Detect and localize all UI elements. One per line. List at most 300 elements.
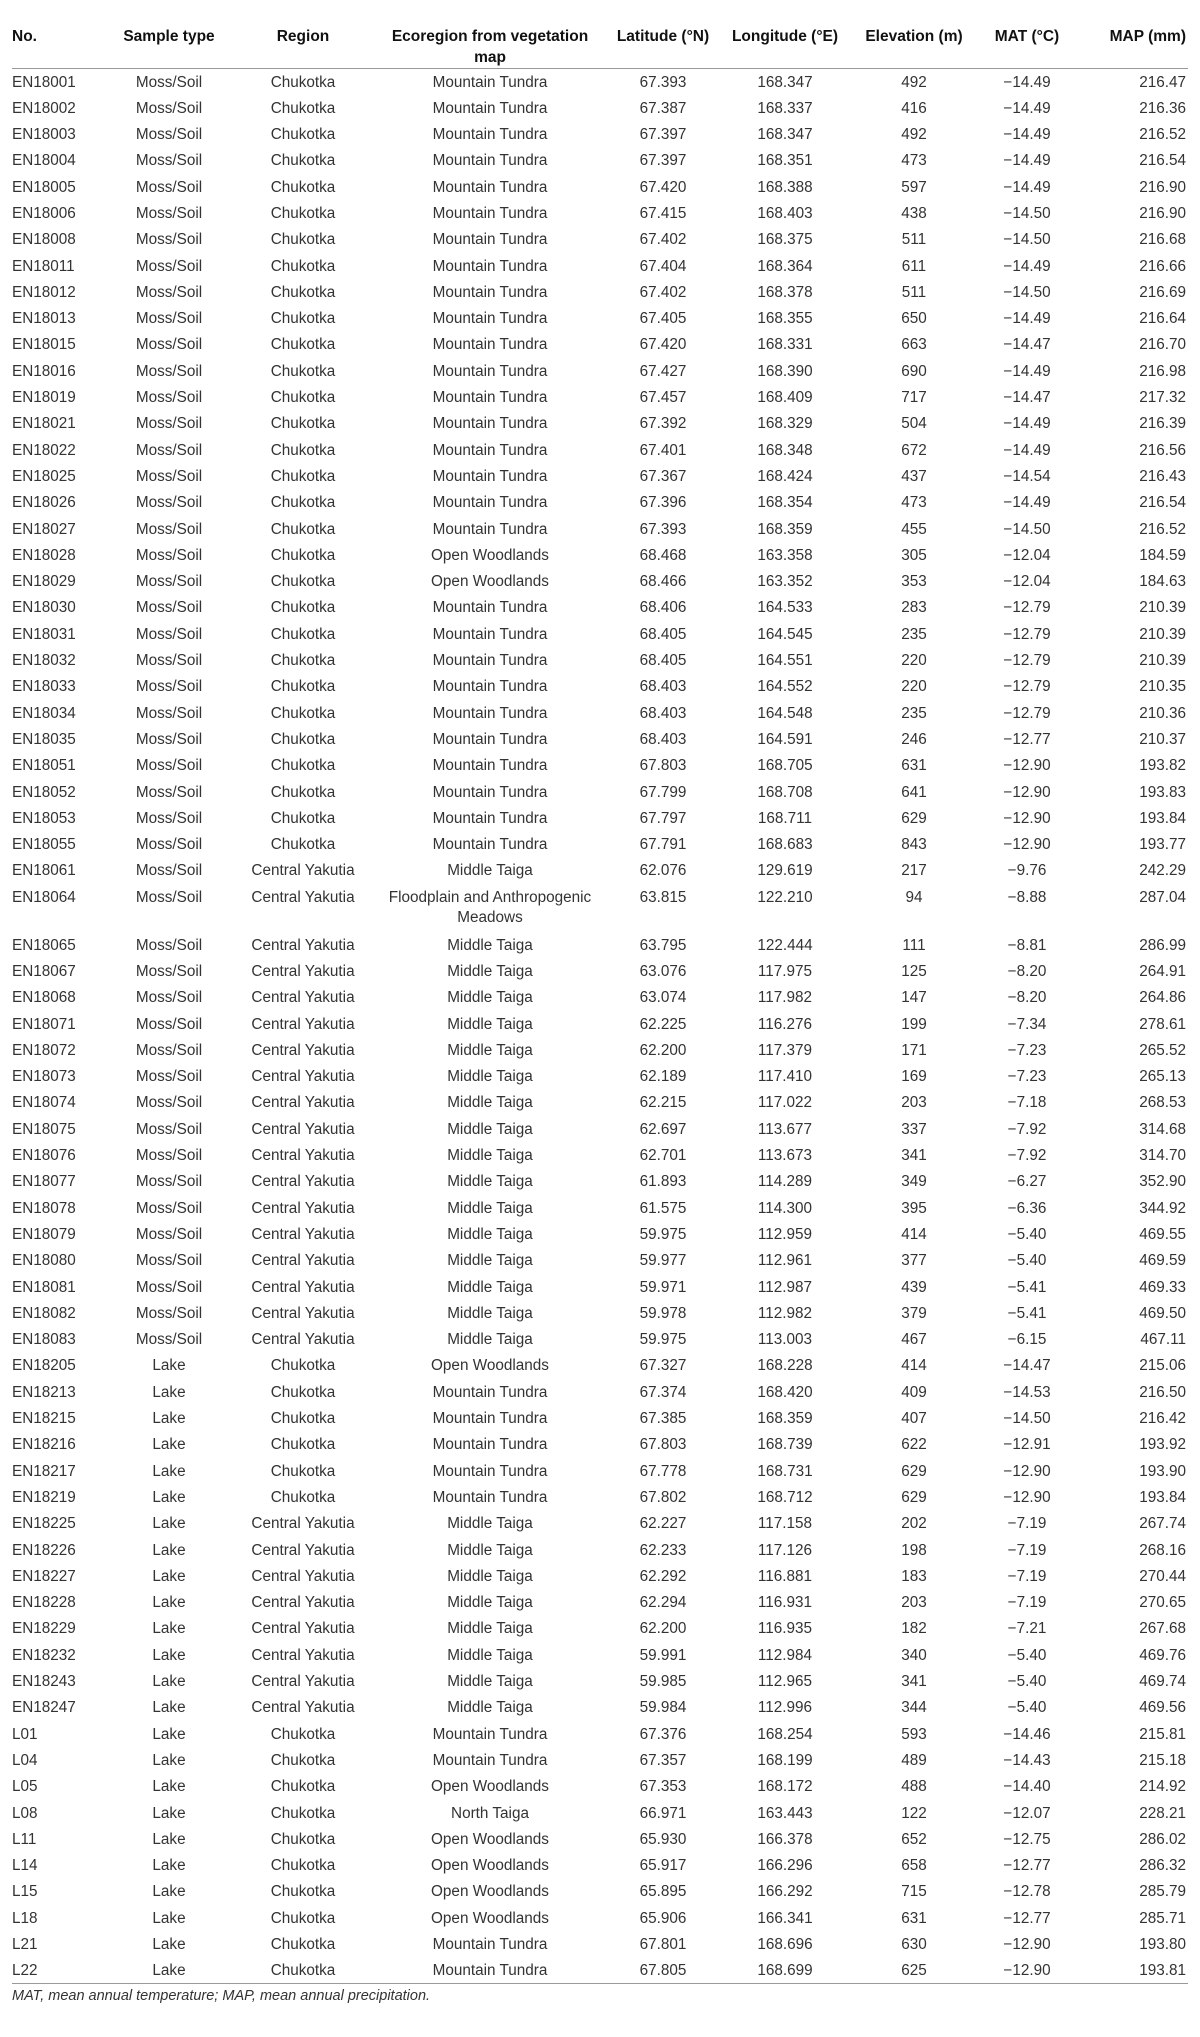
cell-elevation: 672 [901,441,927,459]
table-row [12,1931,1188,1957]
cell-region: Chukotka [270,126,336,144]
table-row [12,437,1188,463]
cell-mat: −7.19 [1007,1567,1047,1585]
cell-elevation: 183 [901,1567,927,1585]
table-row [12,1668,1188,1694]
cell-longitude: 163.352 [757,573,813,591]
cell-longitude: 168.731 [757,1462,813,1480]
cell-map: 216.64 [1139,310,1186,328]
cell-sample-type: Moss/Soil [135,652,203,670]
cell-no: EN18016 [12,362,76,380]
cell-ecoregion: Mountain Tundra [432,809,548,827]
cell-region: Chukotka [270,704,336,722]
cell-elevation: 379 [901,1304,927,1322]
cell-elevation: 395 [901,1199,927,1217]
cell-mat: −7.23 [1007,1041,1047,1059]
cell-map: 216.90 [1139,178,1186,196]
cell-longitude: 168.375 [757,231,813,249]
cell-ecoregion: Middle Taiga [447,1173,533,1191]
cell-region: Chukotka [270,573,336,591]
cell-sample-type: Moss/Soil [135,1094,203,1112]
cell-map: 216.42 [1139,1410,1186,1428]
cell-elevation: 437 [901,467,927,485]
cell-no: EN18219 [12,1488,76,1506]
cell-region: Chukotka [270,362,336,380]
cell-no: L21 [12,1935,38,1953]
table-row [12,805,1188,831]
cell-map: 216.69 [1139,283,1186,301]
table-row [12,489,1188,515]
table-row [12,253,1188,279]
cell-no: EN18076 [12,1147,76,1165]
cell-latitude: 67.802 [639,1488,687,1506]
cell-mat: −12.07 [1003,1804,1051,1822]
table-row [12,1195,1188,1221]
cell-region: Central Yakutia [251,1646,355,1664]
cell-elevation: 305 [901,546,927,564]
cell-ecoregion: Middle Taiga [447,1041,533,1059]
cell-longitude: 166.341 [757,1909,813,1927]
cell-latitude: 59.971 [639,1278,687,1296]
cell-map: 216.66 [1139,257,1186,275]
cell-no: EN18026 [12,494,76,512]
cell-sample-type: Moss/Soil [135,546,203,564]
cell-sample-type: Lake [152,1778,186,1796]
cell-elevation: 171 [901,1041,927,1059]
cell-mat: −14.47 [1003,389,1051,407]
cell-longitude: 117.975 [757,963,813,980]
cell-no: EN18082 [12,1304,76,1322]
cell-mat: −14.53 [1003,1383,1051,1401]
table-row [12,857,1188,883]
cell-longitude: 117.379 [757,1041,813,1059]
table-row [12,1089,1188,1115]
cell-ecoregion: Mountain Tundra [432,336,548,354]
cell-region: Central Yakutia [251,1041,355,1059]
cell-sample-type: Lake [152,1357,186,1375]
table-row [12,700,1188,726]
cell-sample-type: Moss/Soil [135,389,203,407]
cell-region: Central Yakutia [251,1541,355,1559]
cell-mat: −12.90 [1003,809,1051,827]
cell-sample-type: Moss/Soil [135,1041,203,1059]
cell-ecoregion: Middle Taiga [447,1646,533,1664]
cell-region: Central Yakutia [251,1173,355,1191]
cell-latitude: 67.805 [608,1957,718,1983]
cell-no: EN18067 [12,963,76,980]
table-row [12,69,1188,95]
cell-region: Central Yakutia [251,1147,355,1165]
cell-longitude: 168.420 [757,1383,813,1401]
cell-no: L08 [12,1804,38,1822]
cell-map: 215.18 [1139,1751,1186,1769]
table-row [12,331,1188,357]
cell-sample-type: Moss/Soil [135,99,203,117]
cell-no: EN18022 [12,441,76,459]
cell-no: EN18072 [12,1041,76,1059]
cell-sample-type: Lake [152,1410,186,1428]
table-row [12,1694,1188,1720]
cell-no: L15 [12,1883,38,1901]
cell-latitude: 67.367 [639,467,687,485]
cell-sample-type: Moss/Soil [135,415,203,433]
cell-elevation: 416 [901,99,927,117]
cell-longitude: 168.172 [757,1778,813,1796]
cell-ecoregion: Mountain Tundra [432,1436,548,1454]
cell-ecoregion: Mountain Tundra [432,494,548,512]
table-row [12,1116,1188,1142]
cell-sample-type: Moss/Soil [135,1278,203,1296]
cell-latitude: 62.233 [639,1541,687,1559]
cell-latitude: 62.076 [639,862,687,880]
cell-mat: −14.49 [1003,415,1051,433]
table-row [12,1747,1188,1773]
cell-elevation: 663 [901,336,927,354]
cell-elevation: 414 [901,1225,927,1243]
cell-mat: −14.49 [1003,441,1051,459]
cell-sample-type: Lake [152,1436,186,1454]
cell-sample-type: Lake [152,1515,186,1533]
table-row [12,121,1188,147]
cell-mat: −12.90 [1003,783,1051,801]
cell-mat: −7.34 [1007,1015,1047,1033]
cell-latitude: 67.374 [639,1383,687,1401]
cell-longitude: 112.961 [757,1252,813,1270]
cell-map: 216.50 [1139,1383,1186,1401]
cell-sample-type: Lake [152,1857,186,1875]
cell-sample-type: Lake [152,1830,186,1848]
cell-sample-type: Moss/Soil [135,1147,203,1165]
cell-ecoregion: Middle Taiga [447,1120,533,1138]
cell-elevation: 220 [901,678,927,696]
cell-map: 193.84 [1139,809,1186,827]
cell-ecoregion: Middle Taiga [447,1515,533,1533]
table-row [12,1431,1188,1457]
table-row [12,1379,1188,1405]
cell-elevation: 337 [901,1120,927,1138]
cell-latitude: 61.575 [639,1199,687,1217]
cell-map: 216.52 [1139,520,1186,538]
cell-elevation: 235 [901,625,927,643]
cell-elevation: 125 [901,963,927,980]
cell-elevation: 631 [901,757,927,775]
cell-elevation: 843 [901,836,927,854]
cell-no: EN18055 [12,836,76,854]
cell-latitude: 67.396 [639,494,687,512]
table-row [12,984,1188,1010]
cell-elevation: 473 [901,152,927,170]
cell-mat: −14.54 [1003,467,1051,485]
cell-elevation: 349 [901,1173,927,1191]
cell-map: 216.98 [1139,362,1186,380]
cell-mat: −5.41 [1007,1304,1047,1322]
cell-map: 242.29 [1139,862,1186,880]
cell-no: EN18217 [12,1462,76,1480]
cell-latitude: 67.803 [639,1436,687,1454]
cell-region: Central Yakutia [251,1225,355,1243]
cell-region: Chukotka [270,836,336,854]
cell-mat: −8.88 [1007,888,1047,906]
cell-latitude: 67.401 [639,441,687,459]
cell-mat: −7.21 [1007,1620,1047,1638]
cell-region: Chukotka [270,389,336,407]
cell-longitude: 168.347 [757,74,813,91]
cell-mat: −5.40 [1007,1225,1047,1243]
cell-map: 193.82 [1139,757,1186,775]
cell-longitude: 164.545 [757,625,813,643]
cell-ecoregion: Mountain Tundra [432,467,548,485]
cell-region: Central Yakutia [251,963,355,980]
cell-longitude: 117.022 [757,1094,813,1112]
cell-region: Chukotka [270,231,336,249]
table-row [12,1563,1188,1589]
cell-map: 265.13 [1139,1068,1186,1086]
cell-longitude: 122.444 [757,936,813,954]
cell-mat: −9.76 [1007,862,1047,880]
cell-elevation: 492 [901,126,927,144]
cell-no: EN18031 [12,625,76,643]
table-row [12,673,1188,699]
cell-longitude: 112.965 [757,1673,813,1691]
cell-ecoregion: Mountain Tundra [432,362,548,380]
cell-sample-type: Lake [152,1673,186,1691]
cell-region: Chukotka [270,757,336,775]
cell-map: 193.84 [1139,1488,1186,1506]
table-row [12,1510,1188,1536]
cell-elevation: 203 [901,1594,927,1612]
cell-sample-type: Moss/Soil [135,1252,203,1270]
cell-mat: −14.50 [1003,231,1051,249]
cell-no: EN18079 [12,1225,76,1243]
cell-mat: −12.79 [1003,652,1051,670]
cell-elevation: 629 [901,1488,927,1506]
cell-sample-type: Moss/Soil [135,336,203,354]
cell-sample-type: Lake [152,1567,186,1585]
cell-elevation: 341 [901,1673,927,1691]
cell-ecoregion: Mountain Tundra [432,152,548,170]
cell-sample-type: Lake [152,1620,186,1638]
cell-map: 210.35 [1139,678,1186,696]
cell-mat: −12.77 [1003,1857,1051,1875]
cell-region: Chukotka [270,1357,336,1375]
cell-latitude: 65.906 [639,1909,687,1927]
cell-elevation: 198 [901,1541,927,1559]
cell-latitude: 67.427 [639,362,687,380]
cell-sample-type: Moss/Soil [135,936,203,954]
cell-ecoregion: Middle Taiga [447,1304,533,1322]
table-row [12,1826,1188,1852]
cell-no: EN18232 [12,1646,76,1664]
cell-sample-type: Lake [152,1541,186,1559]
cell-longitude: 168.359 [757,520,813,538]
cell-elevation: 341 [901,1147,927,1165]
cell-map: 286.99 [1139,936,1186,954]
cell-map: 184.59 [1139,546,1186,564]
cell-no: EN18081 [12,1278,76,1296]
cell-no: L22 [12,1957,104,1983]
cell-elevation: 593 [901,1725,927,1743]
cell-sample-type: Moss/Soil [135,204,203,222]
cell-longitude: 168.348 [757,441,813,459]
cell-sample-type: Moss/Soil [135,257,203,275]
cell-map: 216.54 [1139,152,1186,170]
cell-region: Chukotka [270,1436,336,1454]
table-row [12,410,1188,436]
cell-mat: −14.49 [1003,74,1051,91]
cell-region: Chukotka [270,1830,336,1848]
cell-ecoregion: Mountain Tundra [432,1488,548,1506]
cell-longitude: 112.959 [757,1225,813,1243]
cell-sample-type: Moss/Soil [135,1173,203,1191]
cell-region: Chukotka [270,467,336,485]
cell-latitude: 68.405 [639,652,687,670]
cell-map: 210.39 [1139,599,1186,617]
cell-region: Chukotka [234,1957,372,1983]
cell-longitude: 168.699 [718,1957,852,1983]
cell-latitude: 67.376 [639,1725,687,1743]
cell-longitude: 168.708 [757,783,813,801]
cell-sample-type: Lake [152,1646,186,1664]
cell-elevation: 511 [901,283,927,301]
cell-map: 285.71 [1139,1909,1186,1927]
cell-mat: −12.78 [1003,1883,1051,1901]
cell-no: EN18013 [12,310,76,328]
cell-region: Chukotka [270,520,336,538]
cell-latitude: 67.393 [639,520,687,538]
cell-elevation: 182 [901,1620,927,1638]
cell-sample-type: Moss/Soil [135,704,203,722]
cell-map: 216.52 [1139,126,1186,144]
cell-latitude: 62.200 [639,1620,687,1638]
table-row [12,1800,1188,1826]
cell-longitude: 113.677 [757,1120,813,1138]
cell-ecoregion: Floodplain and Anthropogenic Meadows [388,888,592,926]
cell-ecoregion: Open Woodlands [431,573,549,591]
header-map: MAP (mm) [1078,14,1188,69]
cell-mat: −12.90 [1003,1935,1051,1953]
table-row [12,958,1188,984]
cell-map: 264.91 [1139,963,1186,980]
cell-sample-type: Moss/Soil [135,283,203,301]
cell-ecoregion: Open Woodlands [431,1778,549,1796]
cell-mat: −8.81 [1007,936,1047,954]
cell-sample-type: Moss/Soil [135,1199,203,1217]
table-row [12,1773,1188,1799]
cell-no: EN18229 [12,1620,76,1638]
cell-mat: −14.50 [1003,204,1051,222]
cell-region: Chukotka [270,310,336,328]
cell-map: 268.53 [1139,1094,1186,1112]
cell-mat: −6.27 [1007,1173,1047,1191]
cell-region: Chukotka [270,1488,336,1506]
cell-no: EN18064 [12,888,76,906]
cell-latitude: 68.468 [639,546,687,564]
cell-elevation: 344 [901,1699,927,1717]
cell-map: 344.92 [1139,1199,1186,1217]
cell-map: 469.50 [1139,1304,1186,1322]
cell-region: Chukotka [270,783,336,801]
cell-region: Chukotka [270,99,336,117]
cell-latitude: 63.795 [639,936,687,954]
cell-ecoregion: Middle Taiga [447,1278,533,1296]
table-row [12,1037,1188,1063]
cell-ecoregion: Middle Taiga [447,1015,533,1033]
cell-elevation: 235 [901,704,927,722]
cell-region: Chukotka [270,652,336,670]
cell-region: Chukotka [270,678,336,696]
cell-region: Chukotka [270,494,336,512]
cell-region: Central Yakutia [251,989,355,1007]
cell-no: EN18226 [12,1541,76,1559]
cell-no: L05 [12,1778,38,1796]
cell-map: 210.39 [1139,625,1186,643]
cell-ecoregion: Middle Taiga [447,1331,533,1349]
header-mat: MAT (°C) [976,14,1078,69]
cell-region: Central Yakutia [251,1699,355,1717]
cell-ecoregion: Mountain Tundra [432,1751,548,1769]
cell-map: 193.83 [1139,783,1186,801]
cell-mat: −12.90 [1003,757,1051,775]
table-body [12,69,1188,1984]
cell-latitude: 67.803 [639,757,687,775]
table-row [12,1221,1188,1247]
cell-mat: −14.40 [1003,1778,1051,1796]
cell-map: 270.65 [1139,1594,1186,1612]
cell-latitude: 62.701 [639,1147,687,1165]
cell-mat: −5.40 [1007,1699,1047,1717]
cell-map: 469.56 [1139,1699,1186,1717]
cell-longitude: 112.984 [757,1646,813,1664]
cell-sample-type: Moss/Soil [135,126,203,144]
cell-map: 264.86 [1139,989,1186,1007]
cell-mat: −7.92 [1007,1120,1047,1138]
cell-no: L18 [12,1909,38,1927]
cell-ecoregion: Mountain Tundra [432,1725,548,1743]
cell-longitude: 168.331 [757,336,813,354]
cell-map: 228.21 [1139,1804,1186,1822]
cell-elevation: 611 [901,257,927,275]
cell-latitude: 62.292 [639,1567,687,1585]
table-row [12,831,1188,857]
cell-latitude: 63.815 [639,888,687,906]
cell-latitude: 67.357 [639,1751,687,1769]
table-row [12,1878,1188,1904]
table-row [12,1405,1188,1431]
cell-ecoregion: Middle Taiga [447,1147,533,1165]
cell-longitude: 117.158 [757,1515,813,1533]
cell-mat: −7.19 [1007,1541,1047,1559]
cell-sample-type: Moss/Soil [135,362,203,380]
cell-latitude: 67.392 [639,415,687,433]
cell-region: Central Yakutia [251,1278,355,1296]
cell-latitude: 62.294 [639,1594,687,1612]
cell-sample-type: Moss/Soil [135,757,203,775]
cell-latitude: 68.406 [639,599,687,617]
cell-region: Central Yakutia [251,1515,355,1533]
cell-region: Chukotka [270,1909,336,1927]
table-row [12,1300,1188,1326]
cell-longitude: 112.996 [757,1699,813,1717]
cell-ecoregion: Middle Taiga [447,936,533,954]
cell-region: Chukotka [270,152,336,170]
cell-map: 216.36 [1139,99,1186,117]
cell-map: 216.90 [1139,204,1186,222]
cell-longitude: 164.552 [757,678,813,696]
cell-longitude: 168.388 [757,178,813,196]
cell-sample-type: Moss/Soil [135,862,203,880]
cell-no: EN18002 [12,99,76,117]
cell-sample-type: Moss/Soil [135,520,203,538]
